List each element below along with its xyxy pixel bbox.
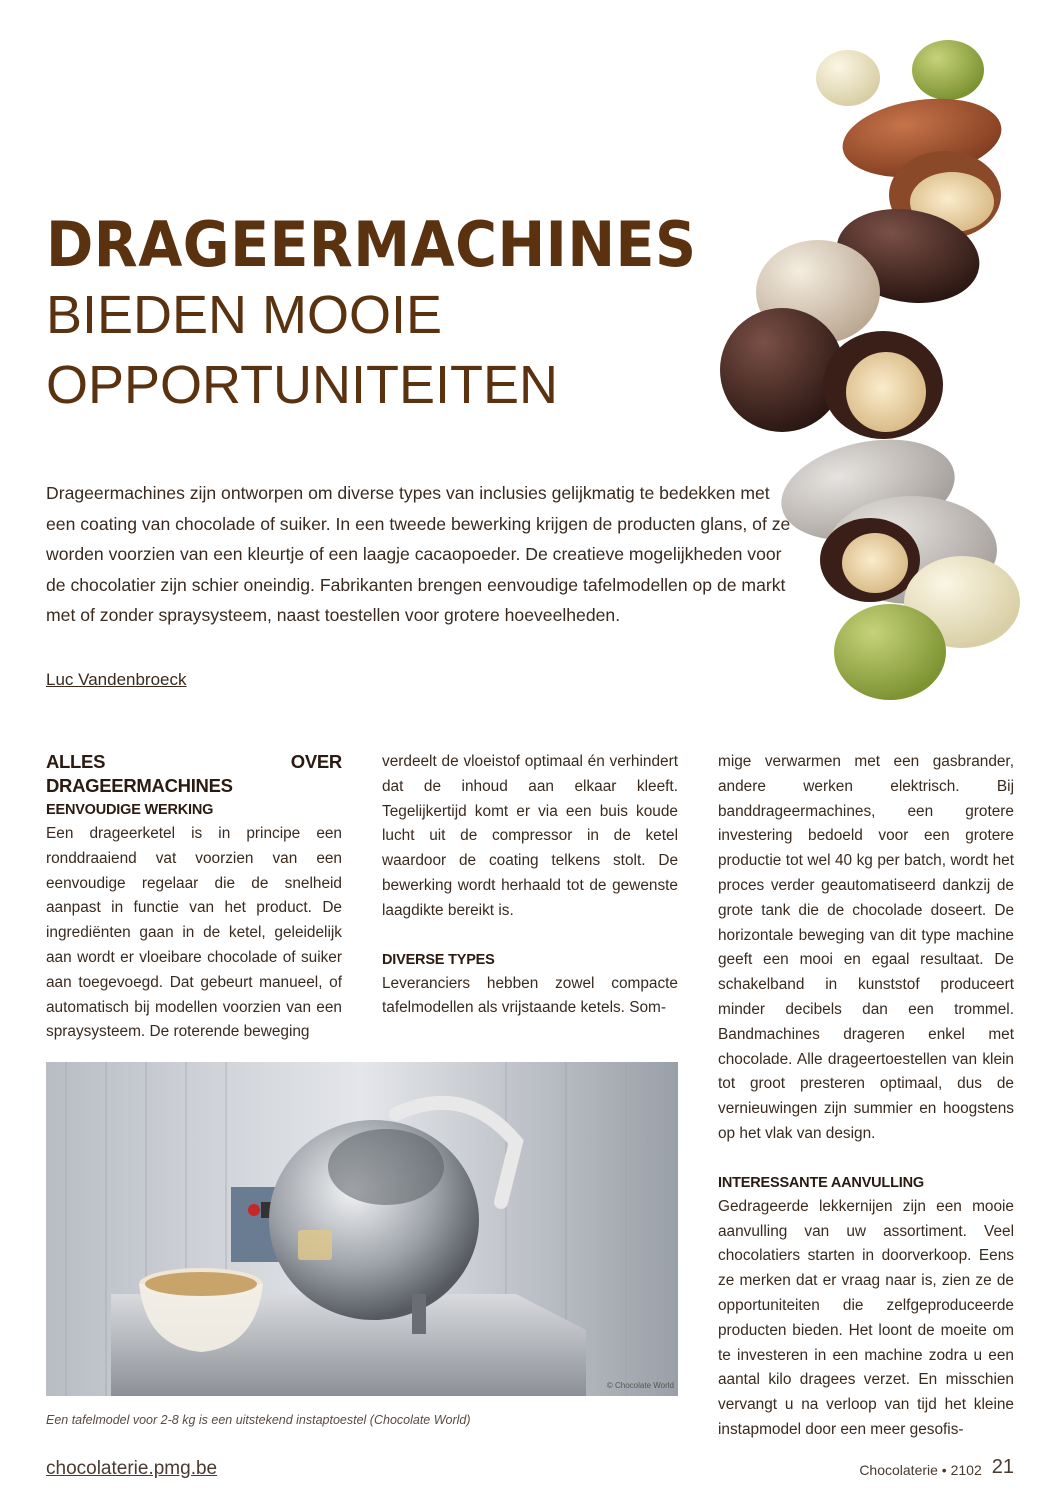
page-subtitle-line2: OPPORTUNITEITEN xyxy=(46,355,559,415)
section-heading-aanvulling: INTERESSANTE AANVULLING xyxy=(718,1174,924,1191)
section-heading-werking: EENVOUDIGE WERKING xyxy=(46,802,214,818)
photo-credit: © Chocolate World xyxy=(606,1381,674,1390)
article-column-1 xyxy=(46,750,342,1045)
article-column-2 xyxy=(382,750,678,1021)
footer-magazine-issue: Chocolaterie • 2102 xyxy=(859,1462,982,1478)
paragraph-werking-part2: verdeelt de vloeistof optimaal én verhindert dat de inhoud aan elkaar kleeft. Tegelijkertijd komt er via een buis koude lucht uit de compressor in de ketel waardoor de coating telkens stolt. De bewerking wordt herhaald tot de gewenste laagdikte bereikt is. xyxy=(382,753,678,919)
article-heading: ALLES OVER DRAGEERMACHINES xyxy=(46,751,342,796)
photo-caption: Een tafelmodel voor 2-8 kg is een uitstekend instaptoestel (Chocolate World) xyxy=(46,1413,471,1427)
paragraph-types-part1: Leveranciers hebben zowel compacte tafelmodellen als vrijstaande ketels. Som- xyxy=(382,974,678,1017)
section-heading-types: DIVERSE TYPES xyxy=(382,951,495,968)
page-number: 21 xyxy=(991,1456,1014,1478)
page-subtitle-line1: BIEDEN MOOIE xyxy=(46,285,443,345)
intro-paragraph: Drageermachines zijn ontworpen om diverse types van inclusies gelijkmatig te bedekken met een coating van chocolade of suiker. In een tweede bewerking krijgen de producten glans, of ze worden voorzien van een kleurtje of een laagje cacaopoeder. De creatieve mogelijkheden voor de chocolatier zijn schier oneindig. Fabrikanten brengen eenvoudige tafelmodellen op de markt met of zonder spraysysteem, naast toestellen voor grotere hoeveelheden. xyxy=(46,483,791,625)
article-column-3 xyxy=(718,750,1014,1443)
paragraph-aanvulling: Gedrageerde lekkernijen zijn een mooie aanvulling van uw assortiment. Veel chocolatiers starten in doorverkoop. Eens ze merken dat er vraag naar is, zien ze de opportuniteiten die zelfgeproduceerde producten bieden. Het loont de moeite om te investeren in een machine zodra u een aantal kilo dragees verzet. En misschien vervangt u na verloop van tijd het kleine instapmodel door een meer gesofis- xyxy=(718,1197,1014,1438)
machine-photo xyxy=(46,1062,678,1396)
paragraph-types-part2: mige verwarmen met een gasbrander, andere werken elektrisch. Bij banddrageermachines, een grotere investering bedoeld voor een grotere productie tot wel 40 kg per batch, wordt het proces verder geautomatiseerd dankzij de grote tank die de chocolade doseert. De horizontale beweging van dit type machine geeft een mooi en egaal resultaat. De schakelband in kunststof produceert minder decibels dan een trommel. Bandmachines drageren enkel met chocolade. Alle drageertoestellen van klein tot groot presteren optimaal, dus de vernieuwingen zijn summier en hoogstens op het vlak van design. xyxy=(718,753,1014,1142)
page-title: DRAGEERMACHINES xyxy=(46,208,697,281)
footer-website-link[interactable]: chocolaterie.pmg.be xyxy=(46,1458,218,1479)
machine-illustration xyxy=(46,1062,678,1396)
author-link[interactable]: Luc Vandenbroeck xyxy=(46,670,187,689)
paragraph-werking-part1: Een drageerketel is in principe een ronddraaiend vat voorzien van een eenvoudige regelaar die de snelheid aanpast in functie van het product. De ingrediënten gaan in de ketel, geleidelijk aan wordt er vloeibare chocolade of suiker aan toegevoegd. Dat gebeurt manueel, of automatisch bij modellen voorzien van een spraysysteem. De roterende beweging xyxy=(46,825,342,1041)
